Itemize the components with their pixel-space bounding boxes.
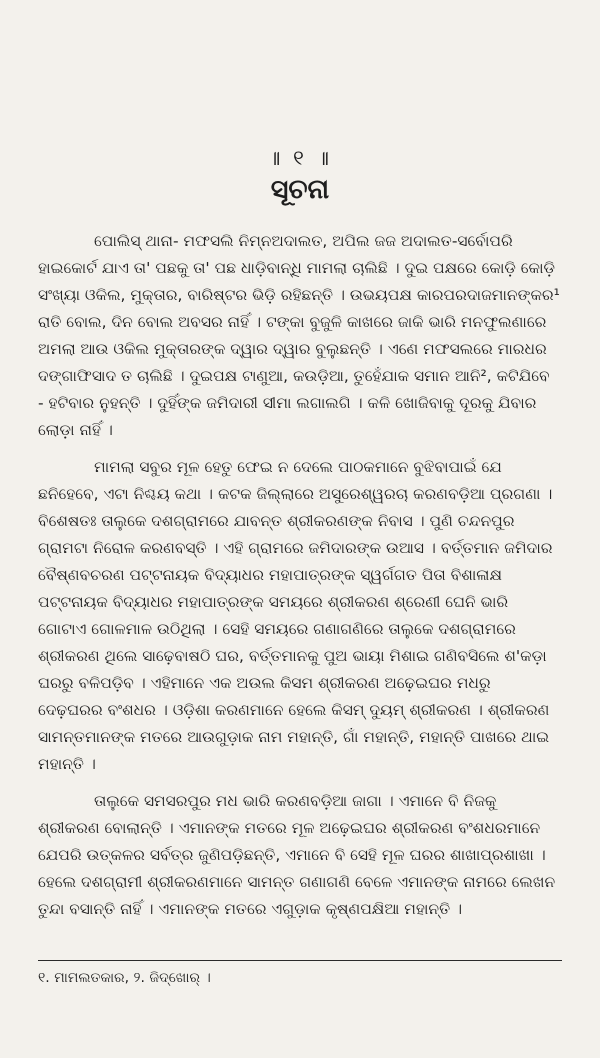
paragraph: ମାମଲା ସବୁର ମୂଳ ହେତୁ ଫେଇ ନ ଦେଲେ ପାଠକମାନେ ବୁଝିବାପାଇଁ ଯେ ଛନିହେବେ, ଏଟା ନିଶ୍ଚୟ କଥା । କଟକ ଜିଲ୍ଲାରେ ଅସୁରେଶ୍ୱରଚା କରଣବଡ଼ିଆ ପ୍ରଗଣା । ବିଶେଷତଃ ତାଲୁକେ ଦଶଗ୍ରାମରେ ଯାବନ୍ତ ଶ୍ରୀକରଣଙ୍କ ନିବାସ । ପୁଣି ଚନ୍ଦନପୁର ଗ୍ରାମଟା ନିରୋଳ କରଣବସ୍ତି । ଏହି ଗ୍ରାମରେ ଜମିଦାରଙ୍କ ଉଆସ । ବର୍ତ୍ତମାନ ଜମିଦାର ବୈଷ୍ଣବଚରଣ ପଟ୍ଟନାୟକ ବିଦ୍ୟାଧର ମହାପାତ୍ରଙ୍କ ସ୍ୱର୍ଗଗତ ପିତା ବିଶାଳାକ୍ଷ ପଟ୍ଟନାୟକ ବିଦ୍ୟାଧର ମହାପାତ୍ରଙ୍କ ସମୟରେ ଶ୍ରୀକରଣ ଶ୍ରେଣୀ ଘେନି ଭାରି ଗୋଟାଏ ଗୋଳମାଳ ଉଠିଥିଲା । ସେହି ସମୟରେ ଗଣାଗଣିରେ ତାଲୁକେ ଦଶଗ୍ରାମରେ ଶ୍ରୀକରଣ ଥିଲେ ସାଢ଼େବାଷଠି ଘର, ବର୍ତ୍ତମାନକୁ ପୁଅ ଭାୟା ମିଶାଇ ଗଣିବସିଲେ ଶ'କଡ଼ା ଘରରୁ ବଳିପଡ଼ିବ । ଏହିମାନେ ଏକ ଅଉଲ କିସମ ଶ୍ରୀକରଣ ଅଢ଼େଇଘର ମଧରୁ ଦେଢ଼ଘରର ବଂଶଧର । ଓଡ଼ିଶା କରଣମାନେ ହେଲେ କିସମ୍ ଦୁୟମ୍ ଶ୍ରୀକରଣ । ଶ୍ରୀକରଣ ସାମନ୍ତମାନଙ୍କ ମତରେ ଆଉଗୁଡ଼ାକ ନାମ ମହାନ୍ତି, ଗାଁ ମହାନ୍ତି, ମହାନ୍ତି ପାଖରେ ଥାଇ ମହାନ୍ତି । [38, 458, 553, 773]
chapter-number: ॥ ୧ ॥ [267, 146, 333, 170]
footnote: ୧. ମାମଲତକାର, ୨. ଜିଦ୍‌ଖୋର୍ । [38, 970, 211, 986]
chapter-title: ସୂଚନା [270, 174, 330, 205]
chapter-body [38, 228, 560, 933]
paragraph: ପୋଲିସ୍ ଥାନା- ମଫସଲି ନିମ୍ନଅଦାଲତ, ଅପିଲ ଜଜ ଅଦାଲତ-ସର୍ବୋପରି ହାଇକୋର୍ଟ ଯାଏ ତା' ପଛକୁ ତା' ପଛ ଧାଡ଼ିବାନ୍ଧି ମାମଲା ଚାଲିଛି । ଦୁଇ ପକ୍ଷରେ କୋଡ଼ି କୋଡ଼ି ସଂଖ୍ୟା ଓକିଲ, ମୁକ୍ତାର, ବାରିଷ୍ଟର ଭିଡ଼ି ରହିଛନ୍ତି । ଉଭୟପକ୍ଷ କାରପରଦାଜମାନଙ୍କର¹ ରାତି ବୋଲ, ଦିନ ବୋଲ ଅବସର ନାହିଁ । ଟଙ୍କା ବୁଜୁଳି କାଖରେ ଜାକି ଭାରି ମନଫୁଲଣାରେ ଅମଲା ଆଉ ଓକିଲ ମୁକ୍ତାରଙ୍କ ଦ୍ୱାର ଦ୍ୱାର ବୁଲୁଛନ୍ତି । ଏଣେ ମଫସଲରେ ମାରଧର ଦଙ୍ଗାଫିସାଦ ତ ଚାଲିଛି । ଦୁଇପକ୍ଷ ଟାଣୁଆ, କଉଡ଼ିଆ, ତୁହେଁଯାକ ସମାନ ଆନି², କଟିଯିବେ - ହଟିବାର ନୁହନ୍ତି । ଦୁହିଁଙ୍କ ଜମିଦାରୀ ସୀମା ଲଗାଲଗି । କଳି ଖୋଜିବାକୁ ଦୂରକୁ ଯିବାର ଲୋଡ଼ା ନାହିଁ । [38, 232, 560, 439]
footnote-divider [38, 960, 562, 961]
paragraph: ତାଲୁକେ ସମସରପୁର ମଧ ଭାରି କରଣବଡ଼ିଆ ଜାଗା । ଏମାନେ ବି ନିଜକୁ ଶ୍ରୀକରଣ ବୋଲାନ୍ତି । ଏମାନଙ୍କ ମତରେ ମୂଳ ଅଢ଼େଇଘର ଶ୍ରୀକରଣ ବଂଶଧରମାନେ ଯେପରି ଉତ୍କଳର ସର୍ବତ୍ର ଜୁଣିପଡ଼ିଛନ୍ତି, ଏମାନେ ବି ସେହି ମୂଳ ଘରର ଶାଖାପ୍ରଶାଖା । ହେଲେ ଦଶଗ୍ରାମୀ ଶ୍ରୀକରଣମାନେ ସାମନ୍ତ ଗଣାଗଣି ବେଳେ ଏମାନଙ୍କ ନାମରେ ଲେଖନ ତୁନ୍ଦା ବସାନ୍ତି ନାହିଁ । ଏମାନଙ୍କ ମତରେ ଏଗୁଡ଼ାକ କୃଷ୍ଣପକ୍ଷିଆ ମହାନ୍ତି । [38, 792, 556, 918]
